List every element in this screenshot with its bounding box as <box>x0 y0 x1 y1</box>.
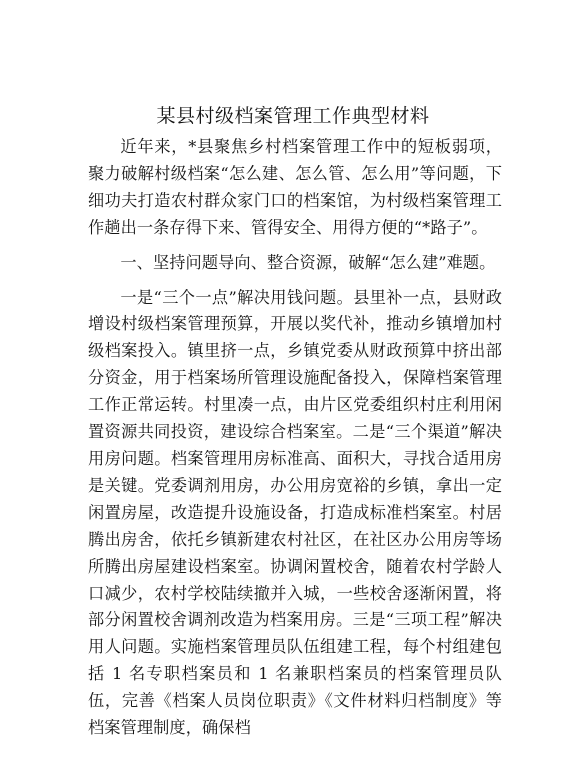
document-body <box>88 134 502 742</box>
body-paragraph: 一是“三个一点”解决用钱问题。县里补一点，县财政增设村级档案管理预算，开展以奖代补，推动乡镇增加村级档案投入。镇里挤一点，乡镇党委从财政预算中挤出部分资金，用于档案场所管理设施配备投入，保障档案管理工作正常运转。村里凑一点，由片区党委组织村庄利用闲置资源共同投资，建设综合档案室。二是“三个渠道”解决用房问题。档案管理用房标准高、面积大，寻找合适用房是关键。党委调剂用房，办公用房宽裕的乡镇，拿出一定闲置房屋，改造提升设施设备，打造成标准档案室。村居腾出房舍，依托乡镇新建农村社区，在社区办公用房等场所腾出房屋建设档案室。协调闲置校舍，随着农村学龄人口减少，农村学校陆续撤并入城，一些校舍逐渐闲置，将部分闲置校舍调剂改造为档案用房。三是“三项工程”解决用人问题。实施档案管理员队伍组建工程，每个村组建包括 1 名专职档案员和 1 名兼职档案员的档案管理员队伍，完善《档案人员岗位职责》《文件材料归档制度》等档案管理制度，确保档 <box>88 287 502 738</box>
intro-paragraph: 近年来，*县聚焦乡村档案管理工作中的短板弱项，聚力破解村级档案“怎么建、怎么管、怎么用”等问题，下细功夫打造农村群众家门口的档案馆，为村级档案管理工作趟出一条存得下来、管得安全、用得方便的“*路子”。 <box>88 137 502 237</box>
section-heading-paragraph: 一、坚持问题导向、整合资源，破解“怎么建”难题。 <box>120 252 496 272</box>
document-title: 某县村级档案管理工作典型材料 <box>156 105 430 127</box>
